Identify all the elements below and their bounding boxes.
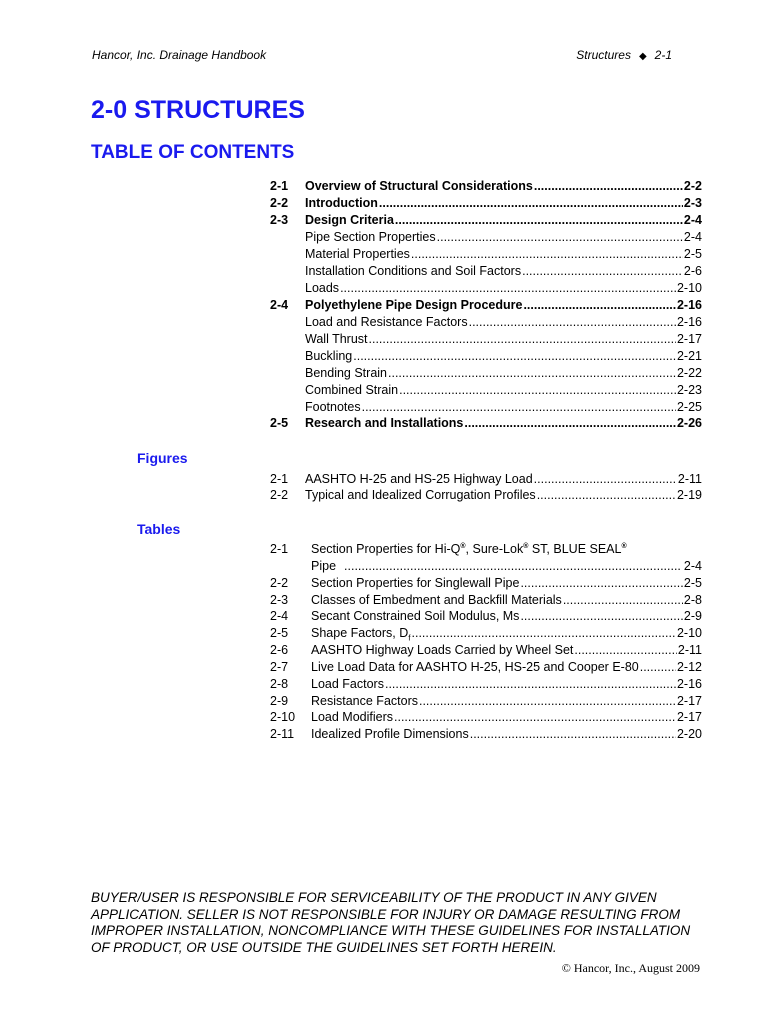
entry-title: Loads (305, 281, 340, 295)
entry-page: 2-12 (676, 660, 702, 674)
entry-title: Overview of Structural Considerations (305, 179, 533, 193)
entry-title: Design Criteria (305, 213, 394, 227)
entry-title: Load Modifiers (311, 710, 393, 724)
header-section: Structures (576, 48, 631, 62)
toc-entry[interactable] (270, 196, 702, 213)
entry-page: 2-5 (683, 576, 702, 590)
entry-title: Idealized Profile Dimensions (311, 727, 469, 741)
dot-leader (537, 488, 676, 502)
entry-number: 2-1 (270, 179, 289, 193)
header-page-number: 2-1 (654, 48, 672, 62)
entry-number: 2-1 (270, 472, 289, 486)
entry-title: Research and Installations (305, 416, 464, 430)
entry-number: 2-2 (270, 196, 289, 210)
table-entry[interactable] (270, 677, 702, 694)
entry-title: Bending Strain (305, 366, 388, 380)
entry-page: 2-5 (683, 247, 702, 261)
toc-subentry[interactable] (270, 366, 702, 383)
entry-title: Polyethylene Pipe Design Procedure (305, 298, 523, 312)
toc-subentry[interactable] (270, 281, 702, 298)
entry-page: 2-16 (676, 298, 702, 312)
entry-title: Installation Conditions and Soil Factors (305, 264, 522, 278)
entry-number: 2-4 (270, 298, 289, 312)
entry-page: 2-10 (676, 626, 702, 640)
chapter-title: 2-0 STRUCTURES (91, 96, 305, 124)
entry-page: 2-9 (683, 609, 702, 623)
dot-leader (469, 315, 676, 329)
entry-page: 2-4 (683, 230, 702, 244)
table-entry[interactable] (270, 593, 702, 610)
dot-leader (395, 213, 683, 227)
entry-page: 2-6 (683, 264, 702, 278)
table-entry[interactable] (270, 643, 702, 660)
entry-number: 2-6 (270, 643, 289, 657)
dot-leader (344, 559, 682, 573)
entry-number: 2-5 (270, 626, 289, 640)
entry-page: 2-17 (676, 710, 702, 724)
entry-number: 2-11 (270, 727, 295, 741)
entry-title: Combined Strain (305, 383, 399, 397)
entry-page: 2-17 (676, 332, 702, 346)
toc-subentry[interactable] (270, 332, 702, 349)
toc-subentry[interactable] (270, 247, 702, 264)
dot-leader (522, 264, 683, 278)
entry-title: Classes of Embedment and Backfill Materials (311, 593, 562, 607)
copyright-notice: © Hancor, Inc., August 2009 (561, 961, 700, 975)
table-entry[interactable] (270, 710, 702, 727)
toc-subentry[interactable] (270, 383, 702, 400)
entry-page: 2-11 (677, 472, 702, 486)
entry-page: 2-25 (676, 400, 702, 414)
dot-leader (574, 643, 677, 657)
entry-page: 2-3 (683, 196, 702, 210)
table-entry-continuation[interactable] (311, 559, 702, 576)
dot-leader (369, 332, 676, 346)
entry-page: 2-17 (676, 694, 702, 708)
entry-page: 2-16 (676, 315, 702, 329)
dot-leader (523, 298, 676, 312)
entry-page: 2-26 (676, 416, 702, 430)
toc-subentry[interactable] (270, 349, 702, 366)
entry-title: Typical and Idealized Corrugation Profiles (305, 488, 536, 502)
entry-page: 2-10 (676, 281, 702, 295)
dot-leader (394, 710, 676, 724)
entry-number: 2-9 (270, 694, 289, 708)
dot-leader (437, 230, 683, 244)
entry-title: Shape Factors, $D_f$ (311, 626, 411, 643)
entry-page: 2-4 (683, 213, 702, 227)
figure-entry[interactable] (270, 472, 702, 489)
entry-number: 2-7 (270, 660, 289, 674)
entry-number: 2-8 (270, 677, 289, 691)
entry-page: 2-20 (676, 727, 702, 741)
dot-leader (563, 593, 683, 607)
entry-page: 2-22 (676, 366, 702, 380)
entry-title: Secant Constrained Soil Modulus, Ms (311, 609, 520, 623)
entry-number: 2-2 (270, 576, 289, 590)
entry-page: 2-4 (683, 559, 702, 573)
tables-heading: Tables (137, 521, 181, 537)
entry-number: 2-3 (270, 213, 289, 227)
dot-leader (534, 179, 683, 193)
dot-leader (419, 694, 676, 708)
figures-heading: Figures (137, 450, 188, 466)
dot-leader (388, 366, 676, 380)
dot-leader (464, 416, 676, 430)
toc-subentry[interactable] (270, 315, 702, 332)
dot-leader (379, 196, 683, 210)
entry-number: 2-5 (270, 416, 289, 430)
diamond-icon: ◆ (638, 51, 647, 62)
dot-leader (353, 349, 676, 363)
dot-leader (385, 677, 676, 691)
entry-title: Section Properties for Singlewall Pipe (311, 576, 520, 590)
entry-title: Resistance Factors (311, 694, 418, 708)
entry-title: Load and Resistance Factors (305, 315, 468, 329)
dot-leader (640, 660, 676, 674)
entry-number: 2-10 (270, 710, 296, 724)
entry-page: 2-11 (677, 643, 702, 657)
dot-leader (470, 727, 676, 741)
toc-entry[interactable] (270, 179, 702, 196)
disclaimer-notice: BUYER/USER IS RESPONSIBLE FOR SERVICEABILITY OF THE PRODUCT IN ANY GIVEN APPLICATION. SELLER IS NOT RESPONSIBLE FOR INJURY OR DAMAGE RESULTING FROM IMPROPER INSTALLATION, NONCOMPLIANCE WITH THESE GUIDELINES FOR INSTALLATION OF PRODUCT, OR USE OUTSIDE THE GUIDELINES SET FORTH HEREIN. (91, 890, 691, 955)
table-entry[interactable] (270, 727, 702, 744)
table-entry[interactable] (270, 609, 702, 626)
entry-page: 2-19 (676, 488, 702, 502)
toc-subentry[interactable] (270, 264, 702, 281)
entry-number: 2-1 (270, 542, 289, 556)
toc-entry[interactable] (270, 416, 702, 433)
entry-title: Material Properties (305, 247, 410, 261)
toc-subentry[interactable] (270, 230, 702, 247)
dot-leader (534, 472, 677, 486)
dot-leader (412, 626, 676, 640)
entry-title: Section Properties for Hi-Q®, Sure-Lok® ST, BLUE SEAL® (311, 542, 627, 556)
entry-title: AASHTO Highway Loads Carried by Wheel Set (311, 643, 574, 657)
entry-page: 2-8 (683, 593, 702, 607)
dot-leader (399, 383, 676, 397)
dot-leader (362, 400, 676, 414)
entry-number: 2-2 (270, 488, 289, 502)
entry-page: 2-16 (676, 677, 702, 691)
toc-title: TABLE OF CONTENTS (91, 142, 295, 163)
entry-title-continuation: Pipe (311, 559, 337, 573)
running-header-title: Hancor, Inc. Drainage Handbook (92, 48, 267, 62)
entry-title: Pipe Section Properties (305, 230, 436, 244)
entry-title: AASHTO H-25 and HS-25 Highway Load (305, 472, 533, 486)
entry-title: Introduction (305, 196, 378, 210)
toc-subentry[interactable] (270, 400, 702, 417)
table-entry[interactable] (270, 694, 702, 711)
table-entry[interactable] (270, 576, 702, 593)
toc-entry[interactable] (270, 298, 702, 315)
entry-title: Live Load Data for AASHTO H-25, HS-25 and Cooper E-80 (311, 660, 639, 674)
entry-page: 2-23 (676, 383, 702, 397)
table-entry[interactable] (270, 660, 702, 677)
table-entry[interactable] (270, 626, 702, 643)
entry-title: Buckling (305, 349, 353, 363)
entry-title: Footnotes (305, 400, 361, 414)
entry-page: 2-21 (676, 349, 702, 363)
figure-entry[interactable] (270, 488, 702, 505)
entry-number: 2-4 (270, 609, 289, 623)
table-entry[interactable] (270, 542, 702, 559)
running-header-page (576, 48, 672, 62)
dot-leader (520, 576, 682, 590)
toc-entry[interactable] (270, 213, 702, 230)
entry-page: 2-2 (683, 179, 702, 193)
dot-leader (520, 609, 682, 623)
dot-leader (340, 281, 676, 295)
entry-title: Wall Thrust (305, 332, 368, 346)
entry-number: 2-3 (270, 593, 289, 607)
entry-title: Load Factors (311, 677, 384, 691)
dot-leader (411, 247, 683, 261)
